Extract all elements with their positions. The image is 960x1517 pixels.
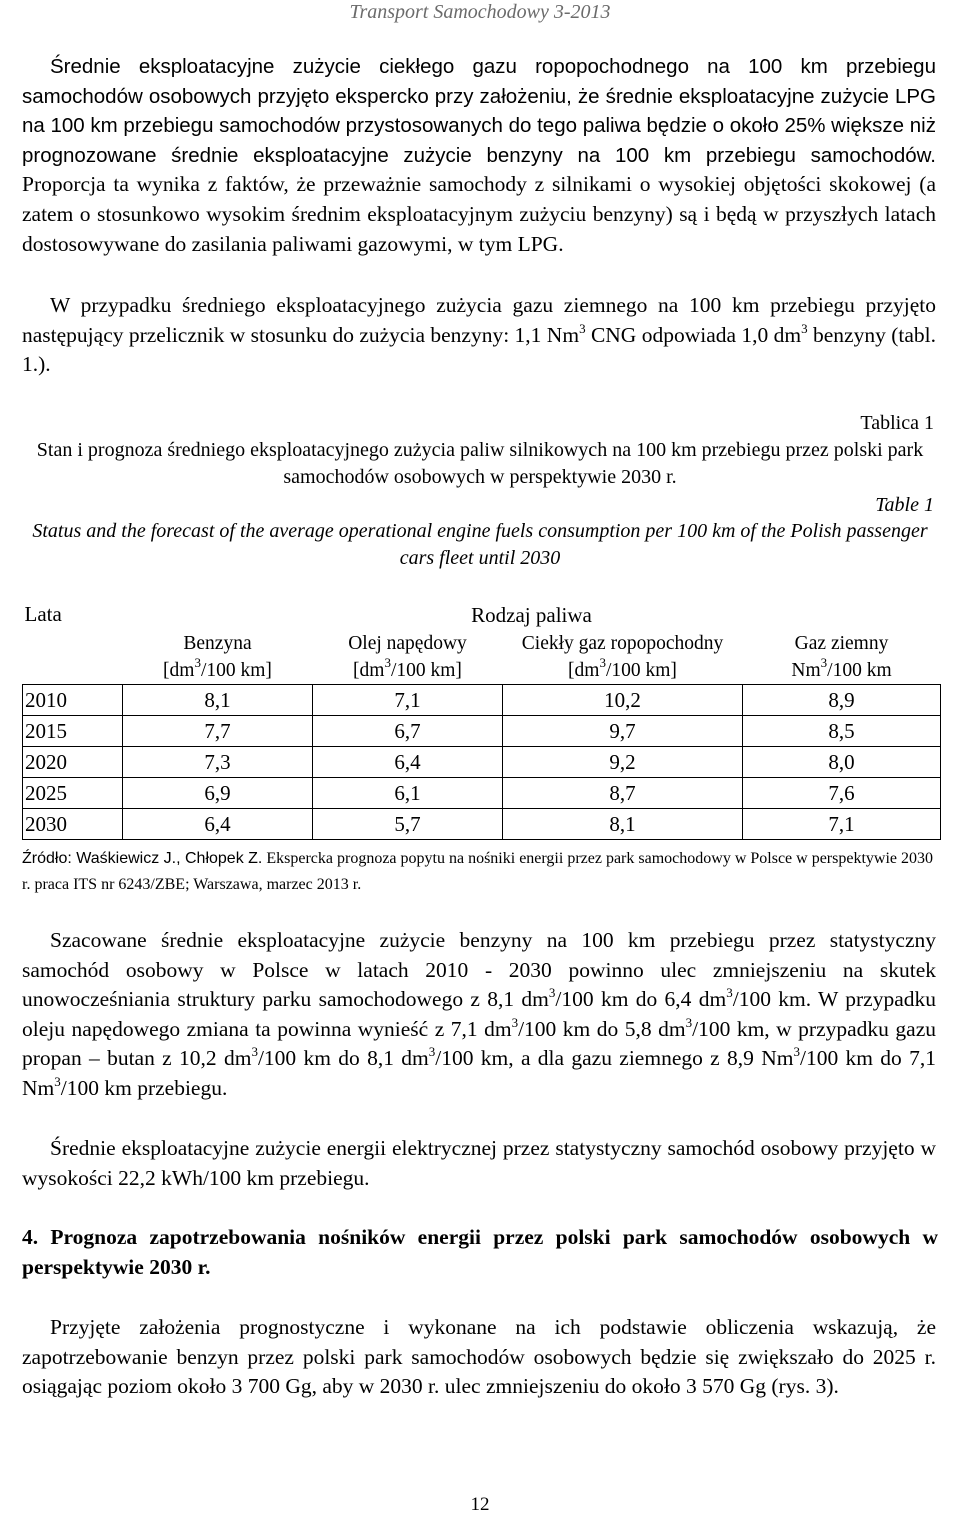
table-row: [23, 716, 941, 747]
value-cell: 7,3: [123, 747, 313, 778]
table-row: [23, 685, 941, 716]
value-cell: 6,4: [123, 809, 313, 840]
value-cell: 6,7: [313, 716, 503, 747]
p3-s7: 3: [793, 1044, 800, 1059]
page-number: 12: [470, 1494, 490, 1515]
paragraph-consumption-forecast: [22, 926, 936, 1103]
header-olej: [313, 630, 503, 685]
header-benzyna-unit: [dm: [163, 660, 195, 681]
year-cell: 2010: [23, 685, 123, 716]
value-cell: 8,1: [123, 685, 313, 716]
p5-text: Przyjęte założenia prognostyczne i wykonane na ich podstawie obliczenia wskazują, że zapotrzebowanie benzyn przez polski park samochodów osobowych będzie się zwiększało do 2025 r. osiągając poziom około 3 700 Gg, aby w 2030 r. ulec zmniejszeniu do około 3 570 Gg (rys. 3).: [22, 1315, 936, 1398]
year-cell: 2015: [23, 716, 123, 747]
p3-s6: 3: [428, 1044, 436, 1059]
year-cell: 2020: [23, 747, 123, 778]
source-authors: Źródło: Waśkiewicz J., Chłopek Z.: [22, 850, 263, 867]
table-source: [22, 846, 938, 898]
header-benzyna-unit-b: /100 km]: [200, 660, 272, 681]
table-row: [23, 809, 941, 840]
value-cell: 8,5: [743, 716, 941, 747]
header-rodzaj-paliwa: Rodzaj paliwa: [471, 603, 592, 627]
header-olej-unit: [dm: [353, 660, 385, 681]
fuel-consumption-table: [22, 600, 941, 840]
table-label-en: Table 1: [875, 494, 934, 516]
p3-t1: Szacowane średnie eksploatacyjne zużycie benzyny na 100 km przebiegu przez statystyczny samochód osobowy w Polsce w latach 2010 - 2030 powinno ulec zmniejszeniu na skutek unowocześniania struktury parku samochodowego z 8,1 dm: [22, 928, 936, 1011]
p3-s8: 3: [54, 1073, 61, 1089]
p3-t9: /100 km przebiegu.: [60, 1075, 228, 1100]
p4-text: Średnie eksploatacyjne zużycie energii elektrycznej przez statystyczny samochód osobowy przyjęto w wysokości 22,2 kWh/100 km przebiegu.: [22, 1136, 936, 1190]
p3-s3: 3: [511, 1014, 519, 1030]
value-cell: 8,0: [743, 747, 941, 778]
para2-t2: CNG odpowiada 1,0 dm: [585, 322, 802, 347]
header-lpg-name: Ciekły gaz ropopochodny: [521, 633, 724, 654]
header-cng-sup: 3: [820, 655, 828, 670]
p3-s5: 3: [251, 1044, 258, 1059]
p3-s4: 3: [685, 1014, 693, 1030]
header-lpg: [503, 630, 743, 685]
para2-t1: W przypadku średniego eksploatacyjnego zużycia gazu ziemnego na 100 km przebiegu przyjęto następujący przelicznik w stosunku do zużycia benzyny: 1,1 Nm: [22, 293, 936, 347]
header-olej-sup: 3: [384, 655, 391, 670]
para2-sup1: 3: [579, 320, 586, 336]
paragraph-lpg-consumption: [22, 52, 936, 259]
value-cell: 9,7: [503, 716, 743, 747]
year-cell: 2025: [23, 778, 123, 809]
value-cell: 8,7: [503, 778, 743, 809]
value-cell: 7,1: [743, 809, 941, 840]
para2-t3: benzyny (tabl. 1.).: [22, 322, 937, 376]
p3-s2: 3: [726, 985, 733, 1000]
value-cell: 10,2: [503, 685, 743, 716]
header-cng-unit: Nm: [791, 660, 821, 681]
value-cell: 6,4: [313, 747, 503, 778]
header-lpg-unit-b: /100 km]: [605, 660, 677, 681]
p3-t5: /100 km, w przypadku gazu propan – butan z 10,2 dm: [22, 1016, 937, 1070]
section-heading: 4. Prognoza zapotrzebowania nośników energii przez polski park samochodów osobowych w perspektywie 2030 r.: [22, 1225, 938, 1279]
header-benzyna-name: Benzyna: [183, 633, 252, 654]
p3-t4: /100 km do 5,8 dm: [518, 1016, 686, 1041]
header-lpg-sup: 3: [599, 655, 606, 670]
journal-header: Transport Samochodowy 3-2013: [349, 1, 611, 23]
value-cell: 7,6: [743, 778, 941, 809]
table-body: [23, 685, 941, 840]
table-label-pl: Tablica 1: [860, 412, 934, 434]
p3-t8: /100 km do 7,1 Nm: [22, 1046, 936, 1100]
header-lpg-unit: [dm: [568, 660, 600, 681]
p3-t3: /100 km. W przypadku oleju napędowego zmiana ta powinna wynieść z 7,1 dm: [22, 987, 937, 1041]
paragraph-gasoline-demand: [22, 1313, 936, 1402]
value-cell: 8,1: [503, 809, 743, 840]
paragraph-lpg-text-a: Średnie eksploatacyjne zużycie ciekłego gazu ropopochodnego na 100 km przebiegu samochodów osobowych przyjęto ekspercko przy założeniu, że średnie eksploatacyjne zużycie LPG na 100 km przebiegu samochodów przystosowanych do tego paliwa będzie o około 25% większe niż prognozowane średnie eksploatacyjne zużycie benzyny na 100 km przebiegu samochodów.: [22, 55, 936, 167]
header-cng: [743, 630, 941, 685]
source-title: Ekspercka prognoza popytu na nośniki energii przez park samochodowy w Polsce w perspektywie 2030 r. praca ITS nr 6243/ZBE; Warszawa, marzec 2013 r.: [22, 850, 933, 893]
value-cell: 7,1: [313, 685, 503, 716]
header-cng-unit-b: /100 km: [827, 660, 892, 681]
header-olej-name: Olej napędowy: [348, 633, 467, 654]
p3-s1: 3: [548, 985, 556, 1000]
paragraph-lpg-text-b: Proporcja ta wynika z faktów, że przeważnie samochody z silnikami o wysokiej objętości skokowej (a zatem o stosunkowo wysokim średnim eksploatacyjnym zużyciu benzyny) są i będą w przyszłych latach dostosowywane do zasilania paliwami gazowymi, w tym LPG.: [22, 172, 936, 256]
value-cell: 8,9: [743, 685, 941, 716]
paragraph-electric-consumption: [22, 1134, 936, 1193]
p3-t2: /100 km do 6,4 dm: [555, 987, 727, 1011]
table-row: [23, 778, 941, 809]
value-cell: 7,7: [123, 716, 313, 747]
year-cell: 2030: [23, 809, 123, 840]
table-row: [23, 747, 941, 778]
header-benzyna: [123, 630, 313, 685]
value-cell: 6,9: [123, 778, 313, 809]
header-cng-name: Gaz ziemny: [794, 633, 889, 654]
table-title-pl: Stan i prognoza średniego eksploatacyjnego zużycia paliw silnikowych na 100 km przebiegu przez polski park samochodów osobowych w perspektywie 2030 r.: [36, 439, 924, 488]
header-benzyna-sup: 3: [194, 655, 201, 670]
table-title-en: Status and the forecast of the average operational engine fuels consumption per 100 km of the Polish passenger cars fleet until 2030: [32, 520, 928, 569]
p3-t6: /100 km do 8,1 dm: [257, 1046, 429, 1070]
p3-t7: /100 km, a dla gazu ziemnego z 8,9 Nm: [435, 1046, 794, 1070]
value-cell: 5,7: [313, 809, 503, 840]
paragraph-cng-conversion: [22, 291, 936, 380]
header-olej-unit-b: /100 km]: [390, 660, 462, 681]
value-cell: 6,1: [313, 778, 503, 809]
para2-sup2: 3: [801, 320, 808, 336]
header-lata: Lata: [24, 602, 62, 626]
value-cell: 9,2: [503, 747, 743, 778]
